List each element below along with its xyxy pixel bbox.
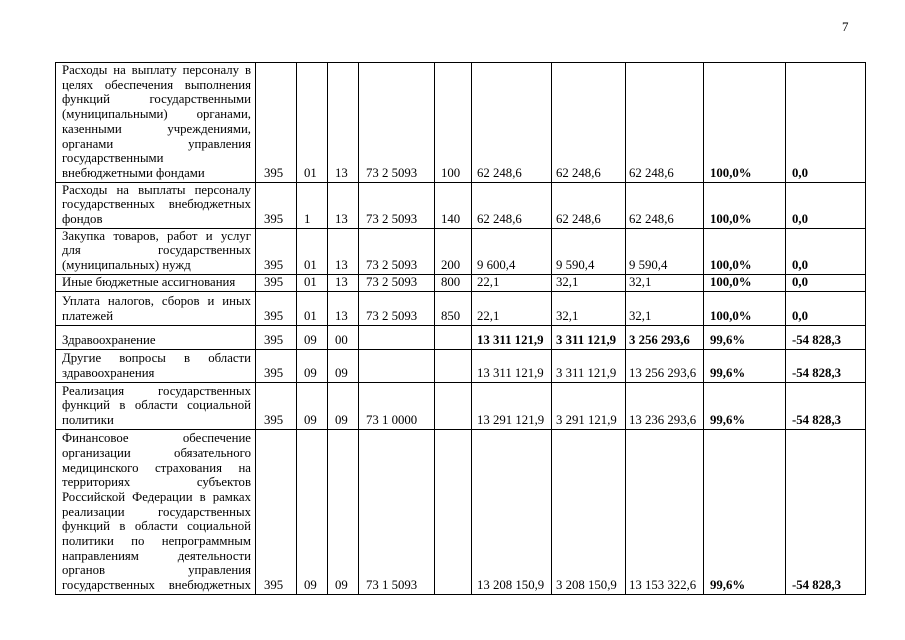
deviation-cell: -54 828,3 bbox=[786, 349, 866, 382]
expense-name-line: государственных внебюджетных bbox=[62, 578, 251, 593]
expense-name-line: органов управления bbox=[62, 563, 251, 578]
percent-cell: 100,0% bbox=[704, 182, 786, 228]
expense-name-cell bbox=[56, 291, 256, 325]
expense-type-cell bbox=[435, 429, 472, 594]
target-article-cell: 73 1 0000 bbox=[359, 382, 435, 429]
percent-cell: 99,6% bbox=[704, 325, 786, 349]
expense-type-cell: 850 bbox=[435, 291, 472, 325]
amount-2-cell: 62 248,6 bbox=[552, 63, 626, 183]
expense-type-cell bbox=[435, 382, 472, 429]
amount-1-cell: 13 311 121,9 bbox=[472, 325, 552, 349]
amount-1-cell: 62 248,6 bbox=[472, 182, 552, 228]
amount-3-cell: 13 153 322,6 bbox=[626, 429, 704, 594]
expense-name-line: Расходы на выплаты персоналу bbox=[62, 182, 251, 197]
subsection-cell: 13 bbox=[328, 182, 359, 228]
amount-2-cell: 3 291 121,9 bbox=[552, 382, 626, 429]
expense-name-line: медицинского страхования на bbox=[62, 460, 251, 475]
expense-name-line: функций в области социальной bbox=[62, 519, 251, 534]
deviation-cell: -54 828,3 bbox=[786, 382, 866, 429]
target-article-cell: 73 2 5093 bbox=[359, 182, 435, 228]
subsection-cell: 13 bbox=[328, 228, 359, 274]
deviation-cell: 0,0 bbox=[786, 228, 866, 274]
expense-name-line: Реализация государственных bbox=[62, 383, 251, 398]
amount-2-cell: 32,1 bbox=[552, 291, 626, 325]
table-row bbox=[56, 182, 866, 228]
amount-3-cell: 13 256 293,6 bbox=[626, 349, 704, 382]
subsection-cell: 13 bbox=[328, 291, 359, 325]
admin-code-cell: 395 bbox=[256, 325, 297, 349]
amount-2-cell: 32,1 bbox=[552, 274, 626, 291]
expense-name-line: (муниципальными) органами, bbox=[62, 107, 251, 122]
expense-type-cell bbox=[435, 325, 472, 349]
expense-name-cell bbox=[56, 228, 256, 274]
target-article-cell: 73 2 5093 bbox=[359, 274, 435, 291]
budget-execution-table bbox=[55, 62, 866, 595]
percent-cell: 99,6% bbox=[704, 429, 786, 594]
expense-name-line: реализации государственных bbox=[62, 504, 251, 519]
table-row bbox=[56, 349, 866, 382]
amount-3-cell: 62 248,6 bbox=[626, 63, 704, 183]
amount-2-cell: 3 311 121,9 bbox=[552, 349, 626, 382]
amount-1-cell: 13 311 121,9 bbox=[472, 349, 552, 382]
expense-name-cell bbox=[56, 274, 256, 291]
subsection-cell: 00 bbox=[328, 325, 359, 349]
table-body bbox=[56, 63, 866, 595]
amount-3-cell: 9 590,4 bbox=[626, 228, 704, 274]
expense-name-line: территориях субъектов bbox=[62, 475, 251, 490]
amount-1-cell: 22,1 bbox=[472, 291, 552, 325]
subsection-cell: 13 bbox=[328, 63, 359, 183]
amount-1-cell: 9 600,4 bbox=[472, 228, 552, 274]
amount-1-cell: 13 208 150,9 bbox=[472, 429, 552, 594]
deviation-cell: -54 828,3 bbox=[786, 429, 866, 594]
expense-name-line: для государственных bbox=[62, 243, 251, 258]
expense-name-cell bbox=[56, 349, 256, 382]
expense-name-line: целях обеспечения выполнения bbox=[62, 77, 251, 92]
section-cell: 09 bbox=[297, 429, 328, 594]
expense-name-cell bbox=[56, 429, 256, 594]
admin-code-cell: 395 bbox=[256, 274, 297, 291]
deviation-cell: 0,0 bbox=[786, 291, 866, 325]
amount-3-cell: 32,1 bbox=[626, 291, 704, 325]
target-article-cell bbox=[359, 349, 435, 382]
section-cell: 01 bbox=[297, 291, 328, 325]
percent-cell: 100,0% bbox=[704, 63, 786, 183]
expense-name-line: здравоохранения bbox=[62, 366, 155, 381]
admin-code-cell: 395 bbox=[256, 63, 297, 183]
percent-cell: 100,0% bbox=[704, 228, 786, 274]
expense-name-line: платежей bbox=[62, 309, 114, 324]
expense-name-line: Расходы на выплату персоналу в bbox=[62, 63, 251, 77]
amount-3-cell: 32,1 bbox=[626, 274, 704, 291]
expense-name-cell bbox=[56, 182, 256, 228]
expense-name-line: направлениям деятельности bbox=[62, 548, 251, 563]
admin-code-cell: 395 bbox=[256, 228, 297, 274]
amount-2-cell: 3 311 121,9 bbox=[552, 325, 626, 349]
subsection-cell: 13 bbox=[328, 274, 359, 291]
expense-name-line: Российской Федерации в рамках bbox=[62, 489, 251, 504]
deviation-cell: 0,0 bbox=[786, 182, 866, 228]
expense-name-line: политики bbox=[62, 413, 114, 428]
target-article-cell: 73 2 5093 bbox=[359, 228, 435, 274]
expense-name-line: организации обязательного bbox=[62, 445, 251, 460]
deviation-cell: -54 828,3 bbox=[786, 325, 866, 349]
amount-3-cell: 62 248,6 bbox=[626, 182, 704, 228]
expense-name-line: функций в области социальной bbox=[62, 398, 251, 413]
target-article-cell: 73 2 5093 bbox=[359, 291, 435, 325]
amount-1-cell: 62 248,6 bbox=[472, 63, 552, 183]
table-row bbox=[56, 63, 866, 183]
expense-name-line: функций государственными bbox=[62, 92, 251, 107]
amount-1-cell: 22,1 bbox=[472, 274, 552, 291]
target-article-cell: 73 2 5093 bbox=[359, 63, 435, 183]
subsection-cell: 09 bbox=[328, 429, 359, 594]
section-cell: 09 bbox=[297, 382, 328, 429]
deviation-cell: 0,0 bbox=[786, 63, 866, 183]
amount-3-cell: 3 256 293,6 bbox=[626, 325, 704, 349]
amount-2-cell: 3 208 150,9 bbox=[552, 429, 626, 594]
subsection-cell: 09 bbox=[328, 382, 359, 429]
expense-type-cell: 140 bbox=[435, 182, 472, 228]
expense-name-line: органами управления bbox=[62, 136, 251, 151]
expense-name-line: Здравоохранение bbox=[62, 333, 156, 348]
expense-name-cell bbox=[56, 325, 256, 349]
amount-3-cell: 13 236 293,6 bbox=[626, 382, 704, 429]
target-article-cell bbox=[359, 325, 435, 349]
expense-name-line: казенными учреждениями, bbox=[62, 121, 251, 136]
expense-name-line: (муниципальных) нужд bbox=[62, 258, 191, 273]
section-cell: 09 bbox=[297, 325, 328, 349]
expense-name-line: Иные бюджетные ассигнования bbox=[62, 275, 236, 290]
expense-name-line: Финансовое обеспечение bbox=[62, 431, 251, 446]
percent-cell: 99,6% bbox=[704, 382, 786, 429]
admin-code-cell: 395 bbox=[256, 382, 297, 429]
table-row bbox=[56, 429, 866, 594]
admin-code-cell: 395 bbox=[256, 349, 297, 382]
expense-name-line: Другие вопросы в области bbox=[62, 351, 251, 366]
percent-cell: 100,0% bbox=[704, 291, 786, 325]
section-cell: 01 bbox=[297, 274, 328, 291]
admin-code-cell: 395 bbox=[256, 429, 297, 594]
section-cell: 09 bbox=[297, 349, 328, 382]
table-row bbox=[56, 291, 866, 325]
deviation-cell: 0,0 bbox=[786, 274, 866, 291]
expense-name-line: Уплата налогов, сборов и иных bbox=[62, 294, 251, 309]
expense-name-cell bbox=[56, 63, 256, 183]
expense-name-line: государственными bbox=[62, 151, 164, 166]
target-article-cell: 73 1 5093 bbox=[359, 429, 435, 594]
table-row bbox=[56, 228, 866, 274]
page-number: 7 bbox=[842, 19, 849, 34]
table-row bbox=[56, 325, 866, 349]
expense-name-line: государственных внебюджетных bbox=[62, 197, 251, 212]
expense-type-cell bbox=[435, 349, 472, 382]
amount-2-cell: 62 248,6 bbox=[552, 182, 626, 228]
percent-cell: 99,6% bbox=[704, 349, 786, 382]
percent-cell: 100,0% bbox=[704, 274, 786, 291]
admin-code-cell: 395 bbox=[256, 182, 297, 228]
expense-name-line: фондов bbox=[62, 212, 103, 227]
section-cell: 1 bbox=[297, 182, 328, 228]
section-cell: 01 bbox=[297, 228, 328, 274]
table-row bbox=[56, 274, 866, 291]
expense-name-cell bbox=[56, 382, 256, 429]
section-cell: 01 bbox=[297, 63, 328, 183]
expense-name-line: Закупка товаров, работ и услуг bbox=[62, 228, 251, 243]
amount-1-cell: 13 291 121,9 bbox=[472, 382, 552, 429]
subsection-cell: 09 bbox=[328, 349, 359, 382]
table-row bbox=[56, 382, 866, 429]
admin-code-cell: 395 bbox=[256, 291, 297, 325]
expense-type-cell: 800 bbox=[435, 274, 472, 291]
expense-name-line: политики по непрограммным bbox=[62, 534, 251, 549]
amount-2-cell: 9 590,4 bbox=[552, 228, 626, 274]
expense-name-line: внебюджетными фондами bbox=[62, 165, 205, 180]
expense-type-cell: 200 bbox=[435, 228, 472, 274]
expense-type-cell: 100 bbox=[435, 63, 472, 183]
